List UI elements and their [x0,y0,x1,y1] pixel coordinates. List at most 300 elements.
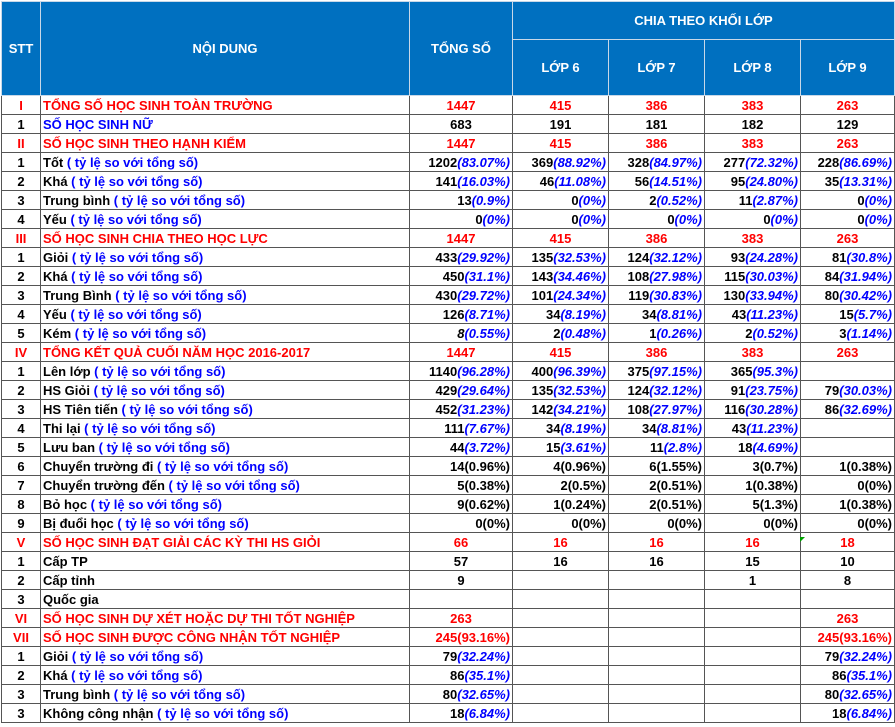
value-number: 1202 [428,154,458,170]
value-number: 383 [741,97,764,113]
value-number: 1 [649,325,657,341]
value-number: 66 [453,534,469,550]
grade-7-cell [609,476,705,495]
content-cell [41,267,410,286]
grade-6-cell [513,495,609,514]
value-percent: (0%) [864,192,893,208]
value-percent: (0.62%) [464,496,510,512]
grade-8-cell [705,115,801,134]
value-percent: (34.46%) [553,268,606,284]
value-number: 34 [546,420,561,436]
total-cell [410,457,513,476]
grade-8-cell [705,343,801,362]
value-percent: (2.8%) [663,439,702,455]
grade-6-cell [513,324,609,343]
total-cell [410,248,513,267]
total-cell [410,210,513,229]
grade-6-cell [513,666,609,685]
value-percent: (24.80%) [745,173,798,189]
grade-9-cell [801,229,895,248]
total-cell [410,172,513,191]
value-number: 0 [857,477,865,493]
content-cell [41,438,410,457]
value-percent: (96.28%) [457,363,510,379]
value-percent: (8.19%) [560,306,606,322]
total-cell [410,362,513,381]
value-percent: (13.31%) [839,173,893,189]
grade-6-cell [513,96,609,115]
table-row [2,381,895,400]
grade-7-cell [609,590,705,609]
content-label: SỐ HỌC SINH ĐẠT GIẢI CÁC KỲ THI HS GIỎI [43,534,321,550]
value-percent: (1.55%) [656,458,702,474]
header-noi-dung: NỘI DUNG [41,2,410,96]
value-number: 263 [836,610,859,626]
grade-6-cell [513,172,609,191]
value-number: 80 [442,686,458,702]
grade-7-cell [609,362,705,381]
value-number: 129 [836,116,859,132]
stt-cell: 2 [2,267,41,286]
value-percent: (7.67%) [464,420,510,436]
total-cell [410,571,513,590]
value-number: 13 [457,192,472,208]
section-row [2,343,895,362]
grade-7-cell [609,96,705,115]
stt-cell: 5 [2,438,41,457]
grade-8-cell [705,324,801,343]
value-number: 91 [730,382,746,398]
total-cell [410,495,513,514]
value-number: 8 [457,325,465,341]
value-percent: (0.7%) [759,458,798,474]
content-cell [41,552,410,571]
value-number: 3 [752,458,760,474]
grade-9-cell [801,571,895,590]
grade-9-cell [801,96,895,115]
table-row [2,590,895,609]
grade-9-cell [801,609,895,628]
value-number: 11 [738,192,753,208]
stt-cell: 2 [2,381,41,400]
content-label: Cấp TP [43,553,88,569]
value-number: 1140 [429,363,458,379]
grade-7-cell [609,438,705,457]
value-number: 0 [857,211,865,227]
grade-9-cell [801,400,895,419]
grade-9-cell [801,476,895,495]
value-number: 130 [723,287,746,303]
value-percent: (31.23%) [457,401,510,417]
value-percent: (24.34%) [553,287,606,303]
content-cell [41,419,410,438]
content-description: ( tỷ lệ so với tổng số) [90,363,226,379]
value-percent: (95.3%) [752,363,798,379]
total-cell [410,229,513,248]
value-percent: (0%) [770,211,798,227]
value-percent: (0.96%) [560,458,606,474]
grade-8-cell [705,134,801,153]
value-percent: (3.72%) [464,439,510,455]
grade-8-cell [705,172,801,191]
value-percent: (0%) [674,211,702,227]
header-lop-7: LỚP 7 [609,40,705,96]
grade-6-cell [513,704,609,723]
stt-cell: 3 [2,704,41,723]
value-number: 383 [741,135,764,151]
stt-cell: 4 [2,305,41,324]
value-percent: (8.19%) [560,420,606,436]
grade-8-cell [705,191,801,210]
table-row [2,552,895,571]
grade-7-cell [609,495,705,514]
grade-7-cell [609,685,705,704]
content-cell [41,210,410,229]
value-number: 0 [571,211,579,227]
value-percent: (16.03%) [457,173,510,189]
value-number: 0 [475,515,483,531]
total-cell [410,628,513,647]
section-row [2,134,895,153]
stt-cell: 1 [2,115,41,134]
table-row [2,666,895,685]
value-percent: (35.1%) [846,667,893,683]
stt-cell: V [2,533,41,552]
stt-cell: 3 [2,191,41,210]
content-label: SỐ HỌC SINH DỰ XÉT HOẶC DỰ THI TỐT NGHIỆP [43,610,355,626]
value-number: 81 [832,249,847,265]
value-number: 18 [738,439,753,455]
total-cell [410,704,513,723]
value-percent: (31.1%) [464,268,510,284]
value-number: 415 [549,230,572,246]
total-cell [410,191,513,210]
grade-7-cell [609,419,705,438]
table-row [2,248,895,267]
content-label: SỐ HỌC SINH ĐƯỢC CÔNG NHẬN TỐT NGHIỆP [43,629,341,645]
value-number: 263 [836,344,859,360]
header-lop-6: LỚP 6 [513,40,609,96]
value-percent: (6.84%) [464,705,510,721]
value-number: 1 [745,477,753,493]
content-cell [41,495,410,514]
value-number: 2 [553,325,561,341]
content-cell [41,628,410,647]
grade-9-cell [801,248,895,267]
grade-8-cell [705,210,801,229]
content-label: Chuyển trường đi [43,458,154,474]
header-lop-9: LỚP 9 [801,40,895,96]
grade-7-cell [609,381,705,400]
grade-7-cell [609,647,705,666]
value-percent: (23.75%) [745,382,798,398]
grade-8-cell [705,647,801,666]
value-percent: (0%) [770,515,798,531]
content-cell [41,476,410,495]
value-number: 263 [450,610,472,626]
value-number: 369 [531,154,554,170]
stt-cell: 6 [2,457,41,476]
value-percent: (93.16%) [457,629,510,645]
cell-comment-marker [800,537,805,542]
value-number: 415 [549,135,572,151]
grade-7-cell [609,324,705,343]
stt-cell: VII [2,628,41,647]
value-percent: (0.26%) [656,325,702,341]
content-label: Yếu [43,211,67,227]
section-row [2,533,895,552]
stt-cell: 3 [2,286,41,305]
content-cell [41,685,410,704]
value-number: 0 [571,192,579,208]
content-label: Cấp tỉnh [43,572,95,588]
value-number: 16 [649,534,664,550]
value-percent: (8.71%) [464,306,510,322]
value-percent: (0%) [482,515,510,531]
content-description: ( tỷ lệ so với tổng số) [153,705,289,721]
grade-9-cell [801,343,895,362]
content-cell [41,115,410,134]
value-number: 0 [667,515,675,531]
grade-9-cell [801,666,895,685]
value-percent: (24.28%) [745,249,798,265]
value-percent: (29.92%) [457,249,510,265]
grade-9-cell [801,419,895,438]
value-number: 80 [824,686,840,702]
value-number: 124 [627,382,650,398]
total-cell [410,267,513,286]
total-cell [410,134,513,153]
content-label: SỐ HỌC SINH CHIA THEO HỌC LỰC [43,230,268,246]
grade-8-cell [705,628,801,647]
content-cell [41,571,410,590]
value-percent: (29.64%) [457,382,510,398]
grade-7-cell [609,704,705,723]
content-label: Chuyển trường đến [43,477,165,493]
value-number: 1 [553,496,561,512]
content-label: Thi lại [43,420,81,436]
stt-cell: 2 [2,666,41,685]
value-number: 35 [824,173,840,189]
content-label: Trung bình [43,192,111,208]
table-row [2,514,895,533]
total-cell [410,552,513,571]
value-percent: (33.94%) [745,287,798,303]
content-cell [41,153,410,172]
value-percent: (0%) [674,515,702,531]
total-cell [410,96,513,115]
grade-9-cell [801,153,895,172]
grade-6-cell [513,305,609,324]
content-label: Tốt [43,154,64,170]
table-row [2,419,895,438]
value-number: 181 [645,116,668,132]
content-label: Không công nhận [43,705,154,721]
table-row [2,115,895,134]
stt-cell: 1 [2,362,41,381]
value-percent: (0%) [578,211,606,227]
value-number: 450 [442,268,465,284]
value-number: 93 [730,249,746,265]
value-percent: (84.97%) [649,154,702,170]
value-number: 1 [748,572,757,588]
grade-8-cell [705,438,801,457]
stt-cell: 9 [2,514,41,533]
value-percent: (0.51%) [656,477,702,493]
value-number: 46 [539,173,555,189]
grade-8-cell [705,609,801,628]
grade-6-cell [513,628,609,647]
value-number: 328 [627,154,650,170]
value-number: 1447 [446,135,476,151]
value-number: 1 [839,496,847,512]
content-label: Khá [43,268,68,284]
grade-7-cell [609,609,705,628]
grade-6-cell [513,609,609,628]
grade-8-cell [705,153,801,172]
value-number: 386 [645,135,668,151]
content-cell [41,704,410,723]
grade-8-cell [705,248,801,267]
total-cell [410,419,513,438]
grade-7-cell [609,457,705,476]
content-label: Bỏ học [43,496,88,512]
grade-8-cell [705,286,801,305]
table-row [2,495,895,514]
stt-cell: 3 [2,590,41,609]
grade-9-cell [801,628,895,647]
section-row [2,229,895,248]
value-percent: (31.94%) [839,268,893,284]
value-number: 433 [435,249,458,265]
content-description: ( tỷ lệ so với tổng số) [63,154,199,170]
content-label: Quốc gia [43,591,99,607]
grade-8-cell [705,666,801,685]
value-number: 141 [435,173,458,189]
grade-9-cell [801,362,895,381]
stt-cell: VI [2,609,41,628]
grade-6-cell [513,362,609,381]
value-number: 16 [745,534,760,550]
grade-7-cell [609,248,705,267]
value-number: 386 [645,344,668,360]
grade-8-cell [705,400,801,419]
content-description: ( tỷ lệ so với tổng số) [67,268,203,284]
value-number: 386 [645,97,668,113]
stt-cell: II [2,134,41,153]
table-row [2,571,895,590]
value-number: 683 [450,116,472,132]
value-percent: (0%) [864,211,893,227]
content-label: Lên lớp [43,363,91,379]
value-number: 95 [730,173,746,189]
value-number: 2 [649,477,657,493]
grade-9-cell [801,305,895,324]
total-cell [410,400,513,419]
stt-cell: 1 [2,153,41,172]
content-cell [41,590,410,609]
stt-cell: 8 [2,495,41,514]
grade-8-cell [705,685,801,704]
grade-9-cell [801,438,895,457]
value-percent: (32.12%) [649,382,702,398]
value-number: 0 [857,515,865,531]
content-description: ( tỷ lệ so với tổng số) [68,249,204,265]
value-percent: (32.24%) [457,648,510,664]
value-number: 135 [531,382,554,398]
value-percent: (0.51%) [656,496,702,512]
statistics-table [1,1,895,723]
table-row [2,267,895,286]
value-percent: (11.08%) [554,173,606,189]
grade-9-cell [801,533,895,552]
value-number: 111 [444,420,465,436]
stt-cell: 2 [2,172,41,191]
stt-cell: 1 [2,647,41,666]
grade-8-cell [705,571,801,590]
table-row [2,476,895,495]
grade-8-cell [705,267,801,286]
value-number: 245 [817,629,840,645]
value-percent: (30.03%) [839,382,893,398]
value-percent: (30.03%) [745,268,798,284]
content-label: Yếu [43,306,67,322]
stt-cell: 1 [2,248,41,267]
grade-6-cell [513,153,609,172]
value-number: 116 [724,401,746,417]
content-label: Khá [43,667,68,683]
value-number: 101 [531,287,554,303]
grade-9-cell [801,495,895,514]
grade-6-cell [513,514,609,533]
content-label: HS Giỏi [43,382,90,398]
value-percent: (0%) [578,192,606,208]
grade-6-cell [513,134,609,153]
value-number: 15 [546,439,561,455]
stt-cell: 3 [2,685,41,704]
grade-7-cell [609,286,705,305]
total-cell [410,343,513,362]
content-label: Giỏi [43,249,69,265]
grade-7-cell [609,172,705,191]
grade-8-cell [705,704,801,723]
grade-7-cell [609,267,705,286]
value-number: 245 [435,629,458,645]
grade-9-cell [801,685,895,704]
total-cell [410,666,513,685]
value-number: 182 [741,116,764,132]
table-row [2,172,895,191]
value-number: 14 [450,458,465,474]
content-label: SỐ HỌC SINH NỮ [43,116,153,132]
content-cell [41,248,410,267]
value-percent: (30.83%) [649,287,702,303]
stt-cell: 4 [2,210,41,229]
value-number: 191 [549,116,572,132]
value-number: 277 [723,154,746,170]
total-cell [410,381,513,400]
grade-8-cell [705,229,801,248]
content-cell [41,286,410,305]
section-row [2,628,895,647]
grade-7-cell [609,134,705,153]
value-number: 34 [642,420,657,436]
content-description: ( tỷ lệ so với tổng số) [117,401,253,417]
total-cell [410,286,513,305]
value-percent: (0.38%) [846,496,893,512]
table-row [2,191,895,210]
total-cell [410,590,513,609]
